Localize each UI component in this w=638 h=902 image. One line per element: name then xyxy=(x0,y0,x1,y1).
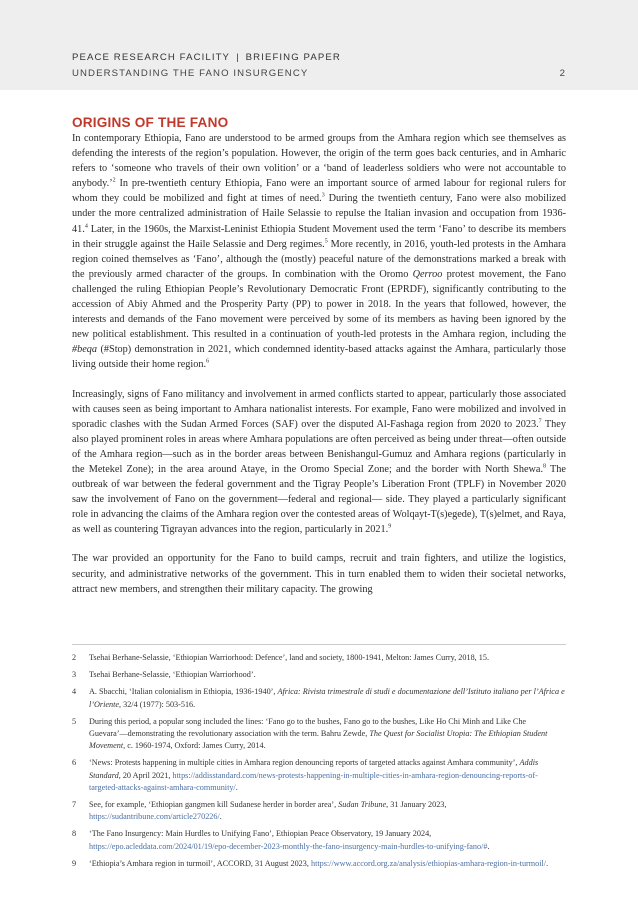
header-subtitle: UNDERSTANDING THE FANO INSURGENCY xyxy=(72,68,309,79)
text-run: A. Sbacchi, ‘Italian colonialism in Ethiopia, 1936-1940’, xyxy=(89,687,278,697)
text-run: Increasingly, signs of Fano militancy and involvement in armed conflicts started to appear, particularly those associated with causes seen as being important to Amhara nationalist interests. For example, Fano were mobilized and involved in sporadic clashes with the Sudan Armed Forces (SAF) over the disputed Al-Fashaga region from 2020 to 2023. xyxy=(72,388,566,430)
footnote-text xyxy=(89,828,566,852)
text-run: The outbreak of war between the federal government and the Tigray People’s Liberation Front (TPLF) in November 2020 saw the involvement of Fano on the government—federal and regional— side. They played a particularly significant role in advancing the claims of the Amhara region over the contested areas of Wolqayt-T(s)egede), T(s)elmet, and Raya, as well as countering Tigrayan advances into the region, particularly in 2021. xyxy=(72,463,566,536)
footnote-text: Tsehai Berhane-Selassie, ‘Ethiopian Warriorhood: Defence’, land and society, 1800-1941, Melton: James Curry, 2018, 15. xyxy=(89,653,490,662)
footnote-text: Tsehai Berhane-Selassie, ‘Ethiopian Warriorhood’. xyxy=(89,670,256,680)
header-separator: | xyxy=(236,52,240,63)
text-run: . xyxy=(235,782,238,792)
text-run: In pre-twentieth century Ethiopia, Fano were an important source of armed labour for regional rulers for whom they could be mobilized and fight at times of need. xyxy=(72,178,566,205)
footnote-link[interactable]: https://www.accord.org.za/analysis/ethiopias-amhara-region-in-turmoil/ xyxy=(310,858,547,868)
text-run: During this period, a popular song included the lines: ‘Fano go to the bushes, Fano go to the bushes, Like Ho Chi Minh and Like Che Guevara’—demonstrating the revolutionary association with the term. Bahru Zewde, xyxy=(89,716,527,739)
book-title: The Quest for Socialist Utopia: The Ethiopian Student Movement xyxy=(89,729,548,751)
text-run: ‘The Fano Insurgency: Main Hurdles to Unifying Fano’, Ethiopian Peace Observatory, 19 January 2024, xyxy=(89,829,432,839)
header-org: PEACE RESEARCH FACILITY xyxy=(72,52,231,63)
emphasis-text: Qerroo xyxy=(412,268,443,280)
text-run: See, for example, ‘Ethiopian gangmen kill Sudanese herder in border area’, xyxy=(89,800,339,810)
text-run: , 20 April 2021, xyxy=(118,770,173,780)
footnote-ref[interactable]: 6 xyxy=(206,359,210,365)
footnote xyxy=(72,858,566,870)
footnote-link[interactable]: https://sudantribune.com/article270226/ xyxy=(89,812,220,822)
text-run: The war provided an opportunity for the Fano to build camps, recruit and train fighters, and utilize the logistics, security, and administrative networks of the government. This in turn enabled them to widen their societal networks, attract new members, and strengthen their military capacity. The growing xyxy=(72,553,566,595)
footnote xyxy=(72,716,566,753)
text-run: (#Stop) demonstration in 2021, which condemned identity-based attacks against the Amhara, particularly those living outside their home region. xyxy=(72,344,566,371)
footnote-text xyxy=(89,716,566,753)
footnote xyxy=(72,799,566,823)
text-run: , c. 1960-1974, Oxford: James Curry, 2014. xyxy=(123,741,266,751)
text-run: ‘Ethiopia’s Amhara region in turmoil’, ACCORD, 31 August 2023, xyxy=(89,858,311,868)
footnote-ref[interactable]: 7 xyxy=(538,418,542,425)
page-header xyxy=(0,0,638,90)
footnote-link[interactable]: https://addisstandard.com/news-protests-happening-in-multiple-cities-in-amhara-region-denouncing-reports-of-targeted-attacks-against-amhara-community/ xyxy=(89,770,538,792)
footnote-text xyxy=(89,686,566,710)
paragraph-1 xyxy=(72,131,566,373)
publication-title: Addis Standard xyxy=(89,758,539,780)
text-run: More recently, in 2016, youth-led protests in the Amhara region coined themselves as ‘Fano’, although the (mostly) peaceful nature of the demonstrations marked a break with the previously armed character of the groups. In combination with the Oromo xyxy=(72,238,566,280)
footnote-ref[interactable]: 4 xyxy=(84,223,88,230)
text-run: They also played prominent roles in areas where Amhara populations are often perceived as being under threat—often outside of the Amhara region—such as in the border areas between Benishangul-Gumuz and Amhara regions (particularly in the Metekel Zone); in the area around Ataye, in the Oromo Special Zone; and the border with North Shewa. xyxy=(72,418,566,475)
emphasis-text: #beqa xyxy=(72,344,98,356)
header-doc-type: BRIEFING PAPER xyxy=(245,52,341,63)
footnote xyxy=(72,828,566,852)
footnote-divider xyxy=(72,644,566,645)
footnote xyxy=(72,686,566,710)
footnote-ref[interactable]: 5 xyxy=(324,238,328,245)
footnote-number: 3 xyxy=(72,670,77,680)
paragraph-3 xyxy=(72,551,566,596)
publication-title: Sudan Tribune xyxy=(338,800,387,810)
footnote-number: 2 xyxy=(72,653,77,662)
footnote-number: 4 xyxy=(72,687,77,697)
text-run: ‘News: Protests happening in multiple cities in Amhara region denouncing reports of targeted attacks against Amhara community’, xyxy=(89,758,520,768)
header-title-line xyxy=(72,52,341,63)
body-text xyxy=(72,131,566,611)
footnote-number: 7 xyxy=(72,800,77,810)
text-run: In contemporary Ethiopia, Fano are understood to be armed groups from the Amhara region which see themselves as defending the interests of the region’s population. However, the origin of the term goes back centuries, and in Amharic refers to ‘someone who travels of their own volition’ or a ‘band of leaderless soldiers who were not accountable to anybody.’ xyxy=(72,133,566,190)
footnote-ref[interactable]: 8 xyxy=(543,463,547,470)
footnote-ref[interactable]: 3 xyxy=(321,192,325,199)
text-run: , 32/4 (1977): 503-516. xyxy=(119,699,196,709)
footnote-number: 9 xyxy=(72,858,77,868)
footnote-text xyxy=(89,799,566,823)
footnote xyxy=(72,669,566,681)
footnote-number: 6 xyxy=(72,758,77,768)
text-run: protest movement, the Fano challenged the ruling Ethiopian People’s Revolutionary Democratic Front (EPRDF), significantly contributing to the accession of Abiy Ahmed and the Prosperity Party (PP) to power in 2018. In the years that followed, however, the interests and demands of the Fano movement were perceived by some of its members as having been ignored by the new political establishment. This resulted in a continuation of youth-led protests in the Amhara region, including the xyxy=(72,268,567,341)
text-run: . xyxy=(487,841,490,851)
text-run: During the twentieth century, Fano were also mobilized under the more centralized administration of Haile Selassie to repulse the Italian invasion and occupation from 1936-41. xyxy=(72,193,566,235)
footnote-ref[interactable]: 9 xyxy=(388,523,392,530)
text-run: . xyxy=(546,858,549,868)
section-title: ORIGINS OF THE FANO xyxy=(72,115,229,130)
page-number: 2 xyxy=(559,68,565,79)
footnote-ref[interactable]: 2 xyxy=(112,177,116,184)
footnotes xyxy=(72,652,566,875)
footnote-text xyxy=(89,858,566,870)
footnote-text xyxy=(89,757,566,794)
text-run: Later, in the 1960s, the Marxist-Leninist Ethiopia Student Movement used the term ‘Fano’ to describe its members in their struggle against the Haile Selassie and Derg regimes. xyxy=(72,223,566,250)
text-run: . xyxy=(219,812,222,822)
footnote-number: 5 xyxy=(72,716,77,726)
footnote xyxy=(72,652,566,664)
text-run: , 31 January 2023, xyxy=(386,800,447,810)
footnote-link[interactable]: https://epo.acleddata.com/2024/01/19/epo-december-2023-monthly-the-fano-insurgency-main-hurdles-to-unifying-fano/# xyxy=(89,841,488,851)
paragraph-2 xyxy=(72,387,566,538)
footnote-number: 8 xyxy=(72,829,77,839)
footnote xyxy=(72,757,566,794)
journal-title: Africa: Rivista trimestrale di studi e documentazione dell’Istituto italiano per l’Africa e l’Oriente xyxy=(89,687,565,709)
